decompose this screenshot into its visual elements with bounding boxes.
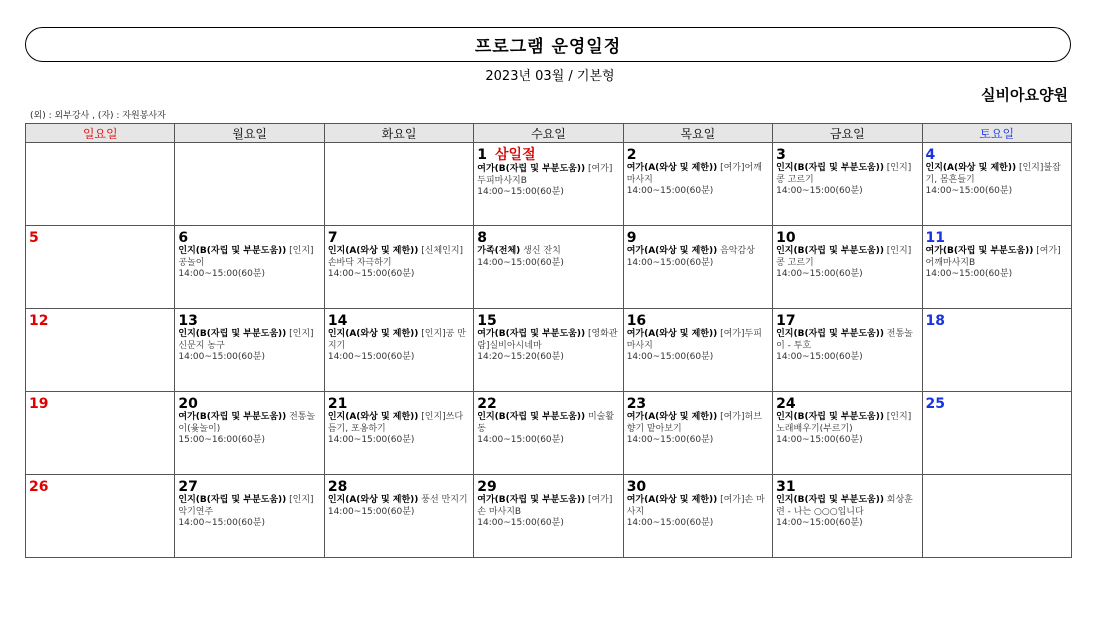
program-time: 14:00~15:00(60분) [626,518,714,528]
program-entry [178,246,320,281]
program-category: 인지(B(자립 및 부분도움)) [178,495,287,505]
program-category: 인지(B(자립 및 부분도움)) [776,495,884,505]
weekday-monday: 월요일 [175,124,324,143]
calendar-cell [773,226,922,309]
day-number: 30 [626,479,647,495]
program-entry [776,412,918,447]
calendar-cell [922,309,1071,392]
day-header [926,144,1068,163]
program-category: 여가(B(자립 및 부분도움)) [477,329,586,339]
program-description: 전통놀이(윷놀이) [178,412,316,434]
day-number: 17 [776,313,796,329]
day-header [627,144,769,163]
program-description: [여가]손 마사지B [477,495,613,517]
program-category: 여가(B(자립 및 부분도움)) [178,412,287,422]
program-time: 14:00~15:00(60분) [327,352,415,362]
day-header [178,476,320,495]
program-description: [여가]어깨 마사지 [626,163,762,185]
program-time: 14:00~15:00(60분) [626,352,714,362]
day-header [29,476,171,495]
program-description: 음악감상 [717,246,755,256]
program-description: [영화관람]실비아시네마 [477,329,618,351]
calendar-cell [773,309,922,392]
program-time: 15:00~16:00(60분) [178,435,266,445]
day-number: 4 [925,147,936,163]
day-number: 14 [327,313,348,329]
day-header [627,227,769,246]
program-time: 14:00~15:00(60분) [477,187,564,197]
calendar-body [26,143,1072,558]
calendar-cell [175,475,324,558]
day-number: 24 [776,396,796,412]
program-description: [인지]악기연주 [178,495,314,517]
calendar-cell [26,392,175,475]
day-number: 11 [925,230,946,246]
program-entry [328,246,470,281]
calendar-cell [324,143,473,226]
calendar-cell [623,309,772,392]
day-header [776,310,918,329]
day-header [926,310,1068,329]
program-entry [776,246,918,281]
program-time: 14:00~15:00(60분) [477,257,564,268]
calendar-cell [26,309,175,392]
program-description: [여가] 두피마사지B [477,164,613,186]
weekday-thursday: 목요일 [623,124,772,143]
calendar-cell [773,143,922,226]
program-category: 인지(A(와상 및 제한)) [327,329,419,339]
calendar-cell [324,226,473,309]
calendar-cell [324,392,473,475]
program-category: 여가(A(와상 및 제한)) [626,163,718,173]
program-time: 14:00~15:00(60분) [776,186,863,196]
weekday-saturday: 토요일 [922,124,1071,143]
holiday-label: 삼일절 [495,147,536,163]
calendar-cell [175,309,324,392]
day-number: 13 [178,313,198,329]
week-row [26,475,1072,558]
calendar-cell [623,475,772,558]
program-description: 전통놀이 - 투호 [776,329,913,351]
program-entry [178,412,320,447]
calendar-cell [922,392,1071,475]
weekday-tuesday: 화요일 [324,124,473,143]
day-number: 16 [626,313,647,329]
program-description: [인지]공 만지기 [327,329,466,351]
day-number: 1 [477,147,488,163]
program-category: 여가(B(자립 및 부분도움)) [477,495,586,505]
day-header [627,476,769,495]
program-category: 가족(전체) [477,246,521,256]
day-header [29,310,171,329]
day-number: 9 [626,230,637,246]
day-header [178,310,320,329]
program-entry [627,246,769,269]
day-header [926,393,1068,412]
day-number: 25 [925,396,946,412]
program-description: [여가] 어깨마사지B [925,246,1061,268]
program-category: 인지(B(자립 및 부분도움)) [776,329,884,339]
day-header [178,393,320,412]
program-description: [인지]신문지 농구 [178,329,314,351]
program-category: 인지(B(자립 및 부분도움)) [178,246,287,256]
day-header [328,476,470,495]
program-category: 인지(A(와상 및 제한)) [925,163,1017,173]
day-header [178,227,320,246]
weekday-sunday: 일요일 [26,124,175,143]
program-category: 여가(A(와상 및 제한)) [626,246,718,256]
day-header [776,227,918,246]
day-header [477,144,619,164]
program-description: 생신 잔치 [520,246,561,256]
day-number: 6 [178,230,189,246]
program-description: [인지]쓰다듬기, 포옹하기 [327,412,464,434]
week-row [26,226,1072,309]
program-entry [477,495,619,530]
calendar-cell [175,226,324,309]
calendar-cell [623,226,772,309]
program-entry [776,163,918,198]
calendar-cell [922,226,1071,309]
day-number: 3 [776,147,786,163]
week-row [26,392,1072,475]
day-number: 29 [477,479,497,495]
day-header [926,227,1068,246]
page-title: 프로그램 운영일정 [25,27,1071,62]
program-entry [477,412,619,447]
calendar-cell [324,309,473,392]
calendar-cell [324,475,473,558]
program-time: 14:00~15:00(60분) [776,269,863,279]
calendar-cell [26,226,175,309]
program-entry [328,329,470,364]
program-entry [627,412,769,447]
day-header [627,393,769,412]
program-entry [328,495,470,518]
program-time: 14:00~15:00(60분) [925,269,1013,279]
day-number: 31 [776,479,796,495]
program-time: 14:00~15:00(60분) [178,352,266,362]
program-time: 14:00~15:00(60분) [776,352,863,362]
day-number: 23 [626,396,647,412]
calendar-cell [474,392,623,475]
program-entry [328,412,470,447]
day-number: 19 [29,396,49,412]
day-header [477,310,619,329]
day-number: 5 [29,230,39,246]
program-description: 회상훈련 - 나는 ○○○입니다 [776,495,913,517]
legend-note: (외) : 외부강사 , (자) : 자원봉사자 [30,111,166,121]
calendar-cell [26,143,175,226]
program-entry [477,329,619,364]
day-header [477,393,619,412]
program-description: [여가]손 마사지 [626,495,765,517]
program-category: 인지(B(자립 및 부분도움)) [178,329,287,339]
program-entry [477,164,619,199]
program-entry [926,246,1068,281]
program-time: 14:00~15:00(60분) [626,435,714,445]
day-number: 15 [477,313,497,329]
weekday-wednesday: 수요일 [474,124,623,143]
page-subtitle: 2023년 03월 / 기본형 [485,69,615,84]
program-description: [인지]콩 고르기 [776,246,912,268]
program-description: [여가]두피마사지 [626,329,762,351]
program-category: 인지(B(자립 및 부분도움)) [776,412,884,422]
day-header [776,393,918,412]
calendar-cell [773,475,922,558]
program-entry [627,329,769,364]
program-category: 여가(B(자립 및 부분도움)) [477,164,586,174]
program-category: 인지(B(자립 및 부분도움)) [776,163,884,173]
program-category: 여가(B(자립 및 부분도움)) [925,246,1034,256]
day-number: 28 [327,479,348,495]
program-time: 14:00~15:00(60분) [327,435,415,445]
organization-name: 실비아요양원 [981,86,1068,104]
program-time: 14:00~15:00(60분) [327,506,415,517]
calendar-cell [175,143,324,226]
day-header [29,227,171,246]
weekday-friday: 금요일 [773,124,922,143]
program-entry [477,246,619,269]
calendar-cell [922,143,1071,226]
program-time: 14:00~15:00(60분) [925,186,1013,196]
program-time: 14:00~15:00(60분) [776,518,863,528]
day-number: 21 [327,396,348,412]
day-header [477,227,619,246]
day-number: 8 [477,230,488,246]
calendar-cell [623,143,772,226]
program-time: 14:00~15:00(60분) [178,269,266,279]
program-entry [178,329,320,364]
program-description: [인지]콩 고르기 [776,163,912,185]
day-header [477,476,619,495]
calendar-cell [922,475,1071,558]
program-entry [178,495,320,530]
calendar-cell [474,475,623,558]
day-number: 22 [477,396,497,412]
program-time: 14:00~15:00(60분) [776,435,863,445]
calendar-cell [623,392,772,475]
calendar-cell [474,143,623,226]
day-number: 27 [178,479,198,495]
program-category: 인지(A(와상 및 제한)) [327,495,419,505]
program-description: [인지]공놀이 [178,246,314,268]
program-time: 14:00~15:00(60분) [626,257,714,268]
program-description: [인지]노래배우기(부르기) [776,412,912,434]
program-entry [926,163,1068,198]
program-time: 14:00~15:00(60분) [178,518,266,528]
program-description: 풍선 만지기 [418,495,468,505]
day-header [776,476,918,495]
day-number: 18 [925,313,946,329]
program-description: 미술활동 [477,412,615,434]
day-header [776,144,918,163]
program-time: 14:20~15:20(60분) [477,352,564,362]
day-number: 20 [178,396,198,412]
day-header [328,310,470,329]
day-number: 10 [776,230,796,246]
day-header [627,310,769,329]
program-time: 14:00~15:00(60분) [626,186,714,196]
day-number: 12 [29,313,49,329]
program-category: 여가(A(와상 및 제한)) [626,495,718,505]
program-time: 14:00~15:00(60분) [477,518,564,528]
weekday-header-row [26,124,1072,143]
program-description: [신체인지]손바닥 자극하기 [327,246,464,268]
program-category: 인지(A(와상 및 제한)) [327,246,419,256]
calendar-table [25,123,1072,558]
week-row [26,143,1072,226]
program-entry [627,495,769,530]
calendar-cell [26,475,175,558]
calendar-cell [474,309,623,392]
calendar-cell [773,392,922,475]
day-header [29,393,171,412]
program-time: 14:00~15:00(60분) [327,269,415,279]
program-category: 인지(B(자립 및 부분도움)) [776,246,884,256]
program-entry [776,495,918,530]
program-entry [627,163,769,198]
day-number: 2 [626,147,637,163]
program-description: [인지]불잡기, 몸흔들기 [925,163,1061,185]
program-description: [여가]허브향기 맡아보기 [626,412,762,434]
day-header [328,227,470,246]
week-row [26,309,1072,392]
day-number: 26 [29,479,49,495]
program-category: 인지(B(자립 및 부분도움)) [477,412,586,422]
program-time: 14:00~15:00(60분) [477,435,564,445]
day-header [328,393,470,412]
calendar-cell [175,392,324,475]
program-entry [776,329,918,364]
program-category: 여가(A(와상 및 제한)) [626,412,718,422]
calendar-cell [474,226,623,309]
program-category: 인지(A(와상 및 제한)) [327,412,419,422]
program-category: 여가(A(와상 및 제한)) [626,329,718,339]
day-number: 7 [327,230,338,246]
